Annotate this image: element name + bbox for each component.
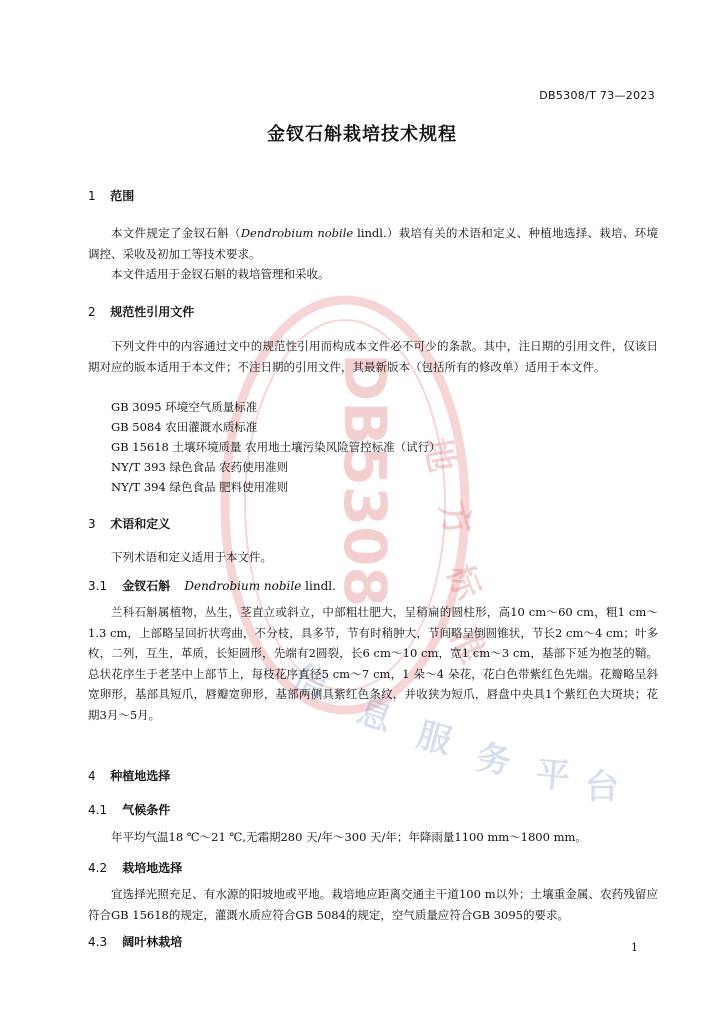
section-3-number: 3 — [88, 517, 96, 531]
document-number: DB5308/T 73—2023 — [539, 89, 655, 102]
page-title: 金钗石斛栽培技术规程 — [267, 124, 457, 145]
svg-text:DB5308: DB5308 — [331, 353, 399, 607]
section-2-title: 规范性引用文件 — [110, 305, 195, 319]
section-2-number: 2 — [88, 305, 96, 319]
svg-text:标: 标 — [438, 559, 488, 606]
section-2-heading — [88, 303, 194, 320]
section-4-2-number: 4.2 — [88, 861, 108, 875]
section-3-title: 术语和定义 — [110, 517, 171, 531]
section-4-1-heading — [88, 801, 170, 818]
term-3-1-number: 3.1 — [88, 579, 108, 593]
term-3-1-latin: Dendrobium nobile — [184, 579, 302, 593]
term-3-1-heading — [88, 577, 336, 594]
section-4-3-heading — [88, 933, 182, 950]
latin-name: Dendrobium nobile — [240, 226, 354, 240]
section-4-1-title: 气候条件 — [122, 803, 171, 817]
section-4-title: 种植地选择 — [110, 769, 171, 783]
section-1-number: 1 — [88, 189, 96, 203]
reference-item: GB 15618 土壤环境质量 农用地土壤污染风险管控标准（试行） — [111, 440, 441, 454]
reference-item: NY/T 393 绿色食品 农药使用准则 — [111, 460, 289, 474]
section-1-heading — [88, 187, 134, 204]
term-3-1-title: 金钗石斛 — [122, 579, 171, 593]
section-1-title: 范围 — [110, 189, 135, 203]
section-4-3-number: 4.3 — [88, 935, 108, 949]
svg-text:准: 准 — [441, 621, 493, 670]
svg-text:平: 平 — [534, 754, 572, 797]
svg-text:地: 地 — [416, 434, 462, 476]
svg-text:方: 方 — [431, 496, 479, 541]
section-1-paragraph-1 — [88, 223, 658, 264]
section-2-paragraph-1: 下列文件中的内容通过文中的规范性引用而构成本文件必不可少的条款。其中，注日期的引用文件，仅该日期对应的版本适用于本文件；不注日期的引用文件，其最新版本（包括所有的修改单）适用于本文件。 — [88, 339, 658, 374]
text-segment: lindl.）栽培有关的术语和定义、种植地选择、栽培、环境调控、采收及初加工等技术要求。 — [88, 226, 658, 261]
section-3-paragraph-1: 下列术语和定义适用于本文件。 — [111, 550, 272, 564]
text-segment: 本文件规定了金钗石斛（ — [111, 226, 241, 240]
section-4-1-number: 4.1 — [88, 803, 108, 817]
section-4-3-title: 阔叶林栽培 — [122, 935, 183, 949]
reference-item: NY/T 394 绿色食品 肥料使用准则 — [111, 480, 289, 494]
section-4-2-body: 宜选择光照充足、有水源的阳坡地或平地。栽培地应距离交通主干道100 m以外；土壤重金属、农药残留应符合GB 15618的规定，灌溉水质应符合GB 5084的规定，空气质量应符合GB 3095的要求。 — [88, 887, 658, 922]
section-4-1-paragraph: 年平均气温18 ℃～21 ℃,无霜期280 天/年～300 天/年；年降雨量1100 mm～1800 mm。 — [111, 830, 587, 844]
svg-text:务: 务 — [473, 737, 514, 783]
section-4-2-heading — [88, 859, 182, 876]
page-number: 1 — [631, 941, 638, 954]
term-3-1-definition: 兰科石斛属植物，丛生，茎直立或斜立，中部粗壮肥大，呈稍扁的圆柱形，高10 cm～60 cm，粗1 cm～1.3 cm，上部略呈回折状弯曲，不分枝，具多节，节有时稍肿大，节间略呈倒圆锥状，节长2 cm～4 cm；叶多枚，二列，互生，革质，长矩圆形，先端有2圆裂，长6 cm～10 cm，宽1 cm～3 cm，基部下延为抱茎的鞘。总状花序生于老茎中上部节上，每枝花序直径5 cm～7 cm，1 朵～4 朵花，花白色带紫红色先端。花瓣略呈斜宽卵形，基部具短爪，唇瓣宽卵形，基部两侧具紫红色条纹，并收狭为短爪，唇盘中央具1个紫红色大斑块；花期3月～5月。 — [88, 605, 658, 722]
term-3-1-author: lindl. — [301, 579, 336, 593]
svg-text:服: 服 — [412, 715, 456, 763]
svg-text:信: 信 — [286, 656, 334, 708]
section-4-2-title: 栽培地选择 — [122, 861, 183, 875]
reference-item: GB 3095 环境空气质量标准 — [111, 400, 258, 414]
svg-text:息: 息 — [351, 690, 398, 741]
section-4-number: 4 — [88, 769, 96, 783]
section-4-heading — [88, 767, 170, 784]
reference-item: GB 5084 农田灌溉水质标准 — [111, 420, 258, 434]
svg-text:台: 台 — [585, 767, 619, 807]
section-1-paragraph-2: 本文件适用于金钗石斛的栽培管理和采收。 — [111, 267, 330, 281]
section-3-heading — [88, 515, 170, 532]
